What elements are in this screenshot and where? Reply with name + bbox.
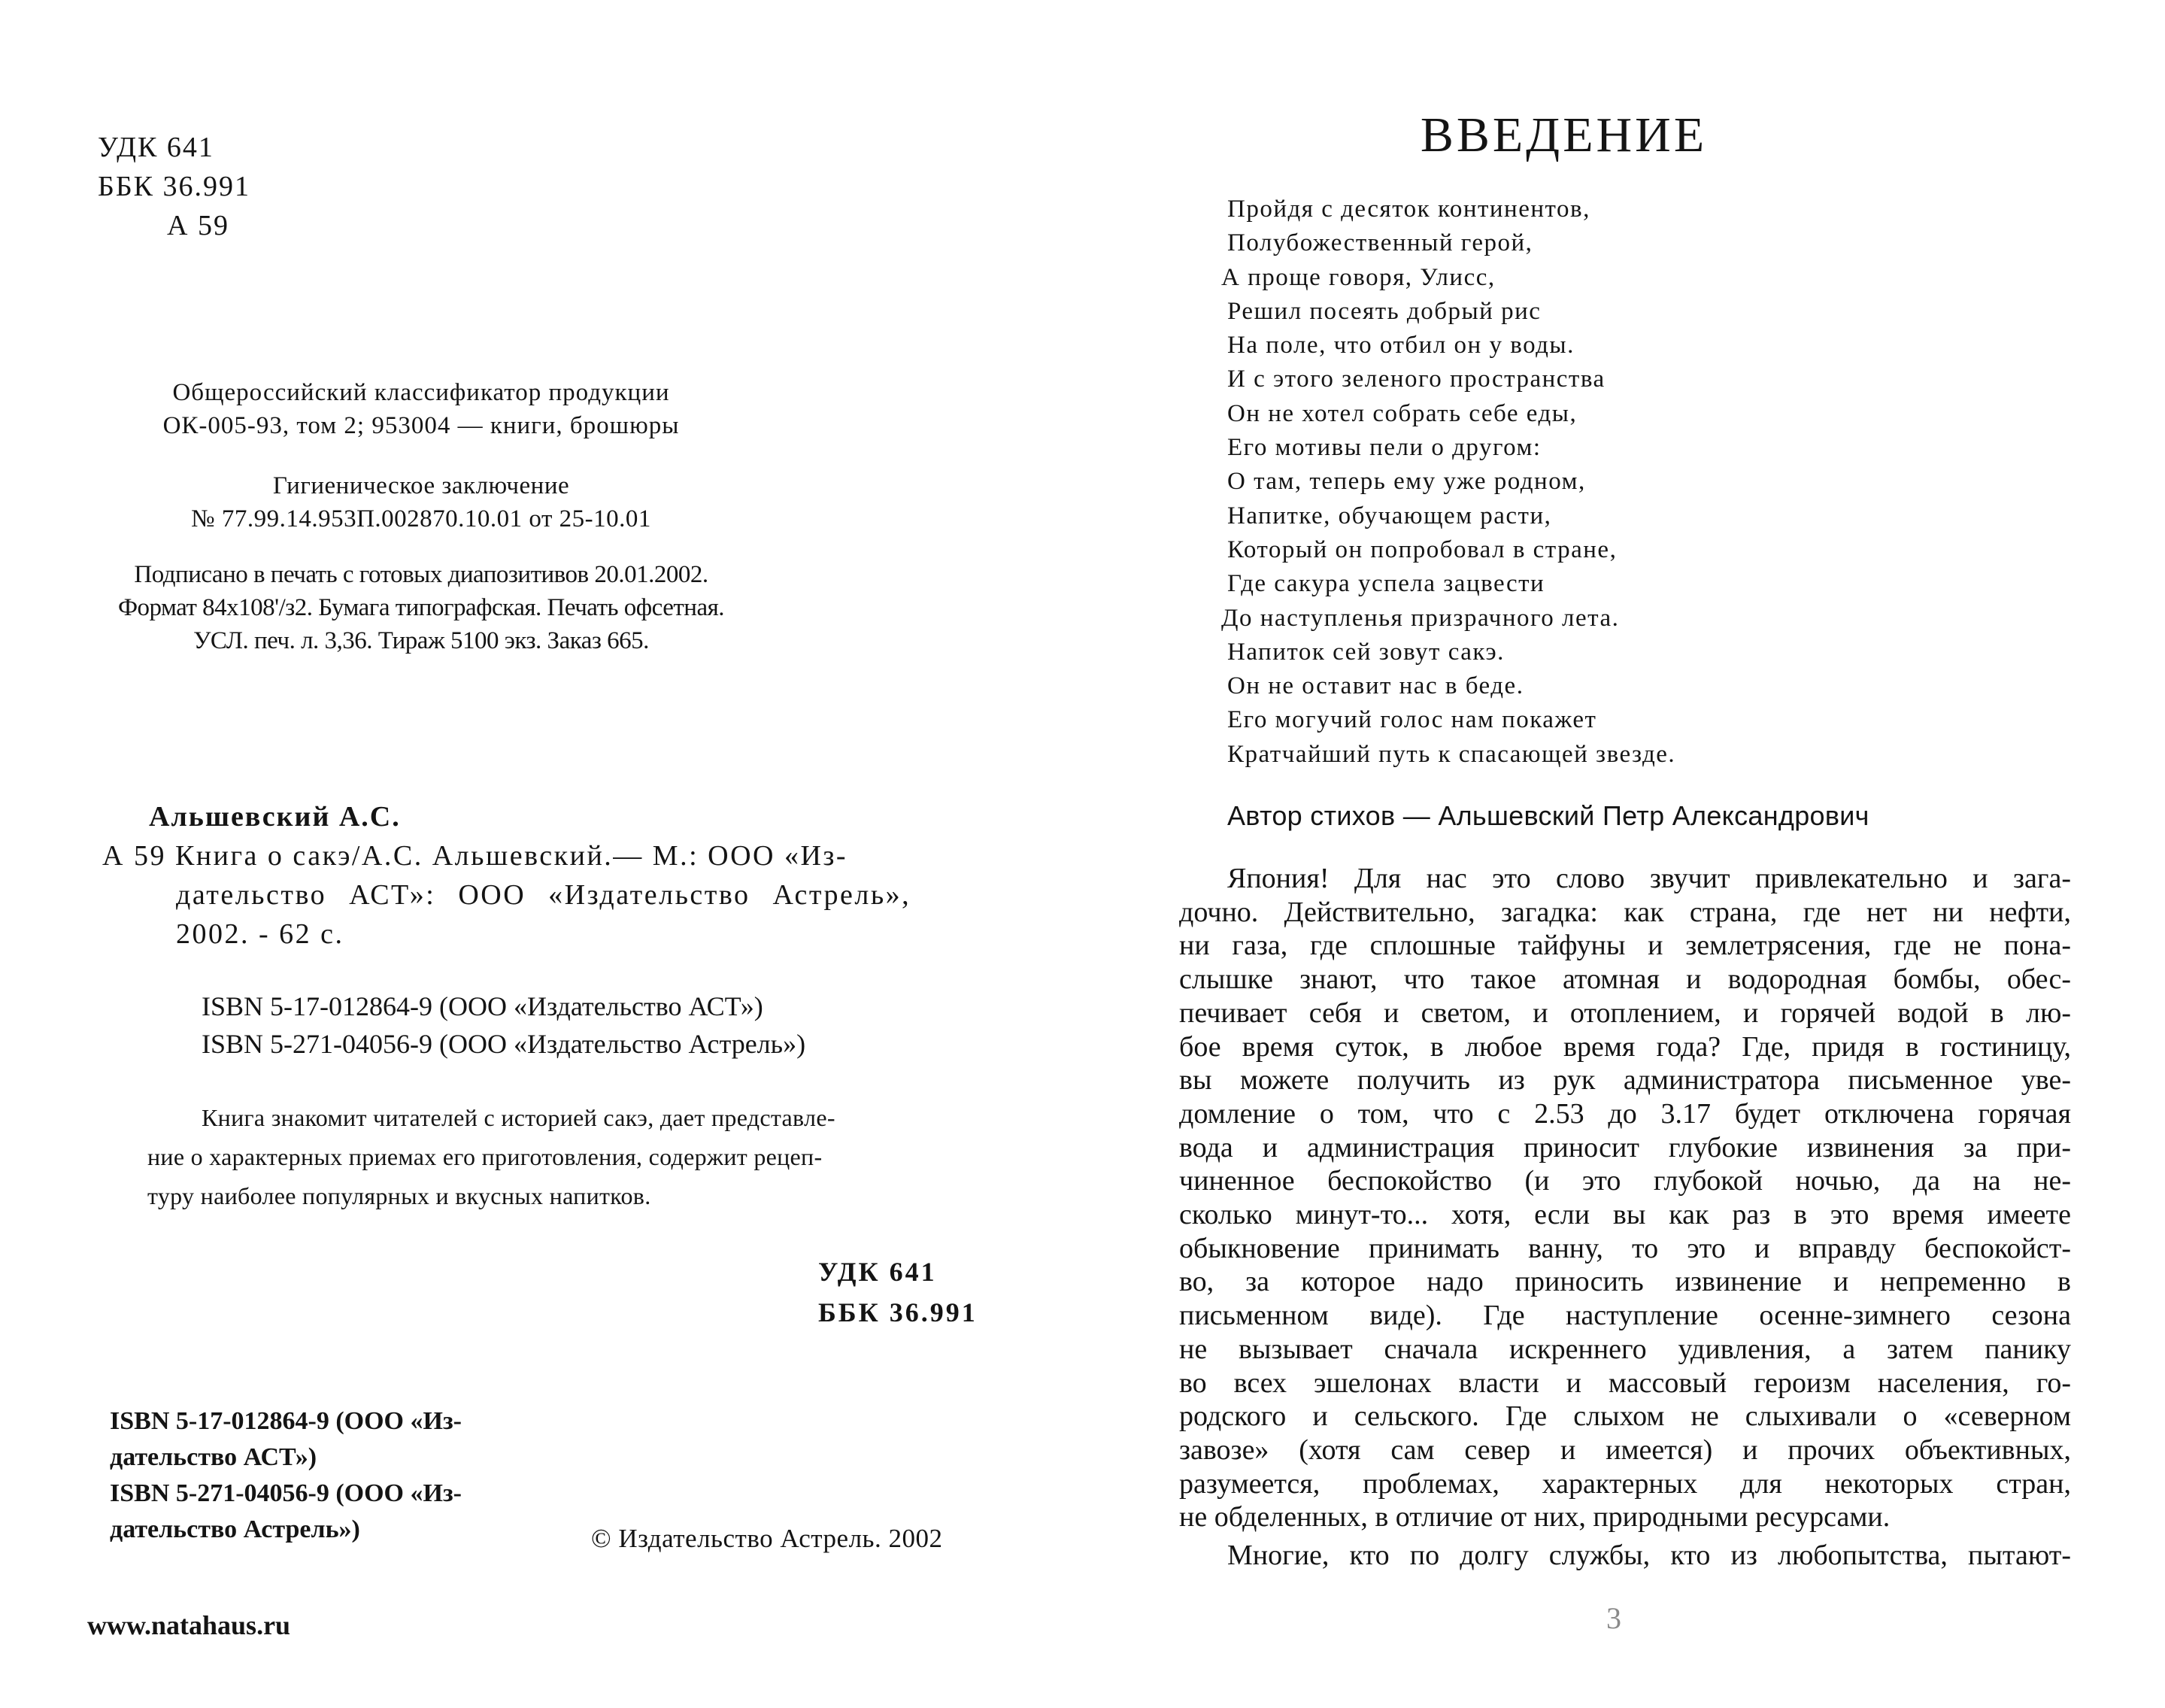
paragraph bbox=[1179, 862, 2071, 1534]
print-info-line: Подписано в печать с готовых диапозитивов 20.01.2002. bbox=[134, 561, 708, 588]
annotation-line: ние о характерных приемах его приготовления, содержит рецеп- bbox=[147, 1143, 823, 1170]
hygiene-line: № 77.99.14.953П.002870.10.01 от 25-10.01 bbox=[191, 505, 651, 532]
author-name: Альшевский А.С. bbox=[149, 801, 401, 833]
udk-line: УДК 641 bbox=[98, 132, 214, 163]
isbn-bold-line: дательство Астрель») bbox=[110, 1515, 360, 1543]
text-line: слышке знают, что такое атомная и водородная бомбы, обес- bbox=[1179, 963, 2071, 996]
copyright: © Издательство Астрель. 2002 bbox=[591, 1524, 943, 1553]
text-line: не обделенных, в отличие от них, природными ресурсами. bbox=[1179, 1501, 1891, 1534]
print-info bbox=[15, 558, 827, 657]
text-line: не вызывает сначала искреннего удивления, а затем панику bbox=[1179, 1333, 2071, 1365]
isbn-bold-block bbox=[110, 1403, 462, 1548]
book-annotation bbox=[147, 1098, 835, 1215]
author-sign-line: А 59 bbox=[167, 210, 229, 241]
poem-line: Кратчайший путь к спасающей звезде. bbox=[1227, 740, 1676, 768]
body-text bbox=[1179, 862, 2071, 1573]
text-line: во, за которое надо приносить извинение и непременно в bbox=[1179, 1266, 2071, 1298]
poem-line: А проще говоря, Улисс, bbox=[1221, 263, 1496, 291]
poem-line: Пройдя с десяток континентов, bbox=[1227, 196, 1590, 223]
isbn-line: ISBN 5-271-04056-9 (ООО «Издательство Астрель») bbox=[202, 1029, 806, 1059]
right-page bbox=[1083, 0, 2165, 1708]
bibliographic-record bbox=[102, 836, 911, 954]
poem-line: Решил посеять добрый рис bbox=[1227, 297, 1542, 325]
text-line: Япония! Для нас это слово звучит привлекательно и зага- bbox=[1227, 863, 2071, 894]
udk-bbk-top bbox=[98, 128, 250, 245]
print-info-line: Формат 84х108'/з2. Бумага типографская. Печать офсетная. bbox=[117, 594, 725, 621]
isbn-line: ISBN 5-17-012864-9 (ООО «Издательство АСТ») bbox=[202, 991, 763, 1021]
page-number: 3 bbox=[1606, 1601, 1621, 1635]
text-line: дочно. Действительно, загадка: как страна, где нет ни нефти, bbox=[1179, 896, 2071, 928]
poem-line: Его мотивы пели о другом: bbox=[1227, 434, 1542, 462]
poem-line: Напиток сей зовут сакэ. bbox=[1227, 638, 1505, 666]
biblio-line: 2002. - 62 с. bbox=[176, 918, 344, 950]
poem-line: Он не хотел собрать себе еды, bbox=[1227, 399, 1578, 427]
text-line: чиненное беспокойство (и это глубокой ночью, да на не- bbox=[1179, 1165, 2071, 1197]
biblio-line: дательство АСТ»: ООО «Издательство Астрель», bbox=[176, 879, 911, 911]
epigraph-poem bbox=[1221, 193, 1676, 772]
text-line: домление о том, что с 2.53 до 3.17 будет отключена горячая bbox=[1179, 1097, 2071, 1130]
poem-line: Напитке, обучающем расти, bbox=[1227, 502, 1552, 529]
text-line: обыкновение принимать ванну, то это и вправду беспокойст- bbox=[1179, 1232, 2071, 1264]
text-line: завозе» (хотя сам север и имеется) и прочих объективных, bbox=[1179, 1433, 2071, 1466]
text-line: во всех эшелонах власти и массовый героизм населения, го- bbox=[1179, 1367, 2071, 1399]
poem-author: Автор стихов — Альшевский Петр Александрович bbox=[1227, 800, 1869, 831]
poem-line: На поле, что отбил он у воды. bbox=[1227, 332, 1575, 359]
chapter-heading-text: ВВЕДЕНИЕ bbox=[1420, 108, 1708, 162]
text-line: родского и сельского. Где слыхом не слыхивали о «северном bbox=[1179, 1400, 2071, 1433]
product-classifier bbox=[15, 376, 827, 442]
bbk-line: ББК 36.991 bbox=[818, 1297, 978, 1327]
poem-line: До наступленья призрачного лета. bbox=[1221, 604, 1620, 632]
udk-line: УДК 641 bbox=[818, 1257, 937, 1287]
poem-line: Где сакура успела зацвести bbox=[1227, 570, 1545, 598]
text-line: печивает себя и светом, и отоплением, и горячей водой в лю- bbox=[1179, 997, 2071, 1029]
classifier-line: ОК-005-93, том 2; 953004 — книги, брошюры bbox=[162, 412, 680, 439]
poem-line: Который он попробовал в стране, bbox=[1227, 535, 1618, 563]
print-info-line: УСЛ. печ. л. 3,36. Тираж 5100 экз. Заказ 665. bbox=[193, 627, 649, 654]
biblio-line: А 59 Книга о сакэ/А.С. Альшевский.— М.: ООО «Из- bbox=[102, 840, 848, 872]
website-link[interactable]: www.natahaus.ru bbox=[87, 1610, 291, 1640]
hygiene-conclusion bbox=[15, 469, 827, 535]
text-line: разумеется, проблемах, характерных для некоторых стран, bbox=[1179, 1467, 2071, 1500]
text-line: Многие, кто по долгу службы, кто из любопытства, пытают- bbox=[1227, 1540, 2071, 1572]
poem-line: И с этого зеленого пространства bbox=[1227, 366, 1606, 393]
annotation-line: Книга знакомит читателей с историей сакэ, дает представле- bbox=[202, 1104, 835, 1131]
hygiene-line: Гигиеническое заключение bbox=[272, 472, 570, 499]
poem-line: Полубожественный герой, bbox=[1227, 229, 1533, 257]
text-line: вы можете получить из рук администратора письменное уве- bbox=[1179, 1064, 2071, 1097]
bbk-line: ББК 36.991 bbox=[98, 171, 250, 202]
isbn-bold-line: ISBN 5-17-012864-9 (ООО «Из- bbox=[110, 1407, 462, 1435]
poem-line: Он не оставит нас в беде. bbox=[1227, 672, 1524, 700]
poem-line: О там, теперь ему уже родном, bbox=[1227, 468, 1586, 496]
text-line: бое время суток, в любое время года? Где, придя в гостиницу, bbox=[1179, 1030, 2071, 1063]
annotation-line: туру наиболее популярных и вкусных напитков. bbox=[147, 1182, 651, 1209]
isbn-bold-line: ISBN 5-271-04056-9 (ООО «Из- bbox=[110, 1479, 462, 1507]
paragraph bbox=[1179, 1539, 2071, 1573]
text-line: письменном виде). Где наступление осенне-зимнего сезона bbox=[1179, 1300, 2071, 1332]
isbn-list bbox=[202, 987, 805, 1063]
text-line: вода и администрация приносит глубокие извинения за при- bbox=[1179, 1131, 2071, 1163]
poem-line: Его могучий голос нам покажет bbox=[1227, 706, 1597, 734]
udk-bbk-bottom bbox=[818, 1251, 978, 1333]
isbn-bold-line: дательство АСТ») bbox=[110, 1443, 317, 1471]
chapter-heading bbox=[1083, 107, 2165, 164]
classifier-line: Общероссийский классификатор продукции bbox=[172, 379, 670, 406]
text-line: ни газа, где сплошные тайфуны и землетрясения, где не пона- bbox=[1179, 930, 2071, 962]
text-line: сколько минут-то... хотя, если вы как раз в это время имеете bbox=[1179, 1199, 2071, 1231]
